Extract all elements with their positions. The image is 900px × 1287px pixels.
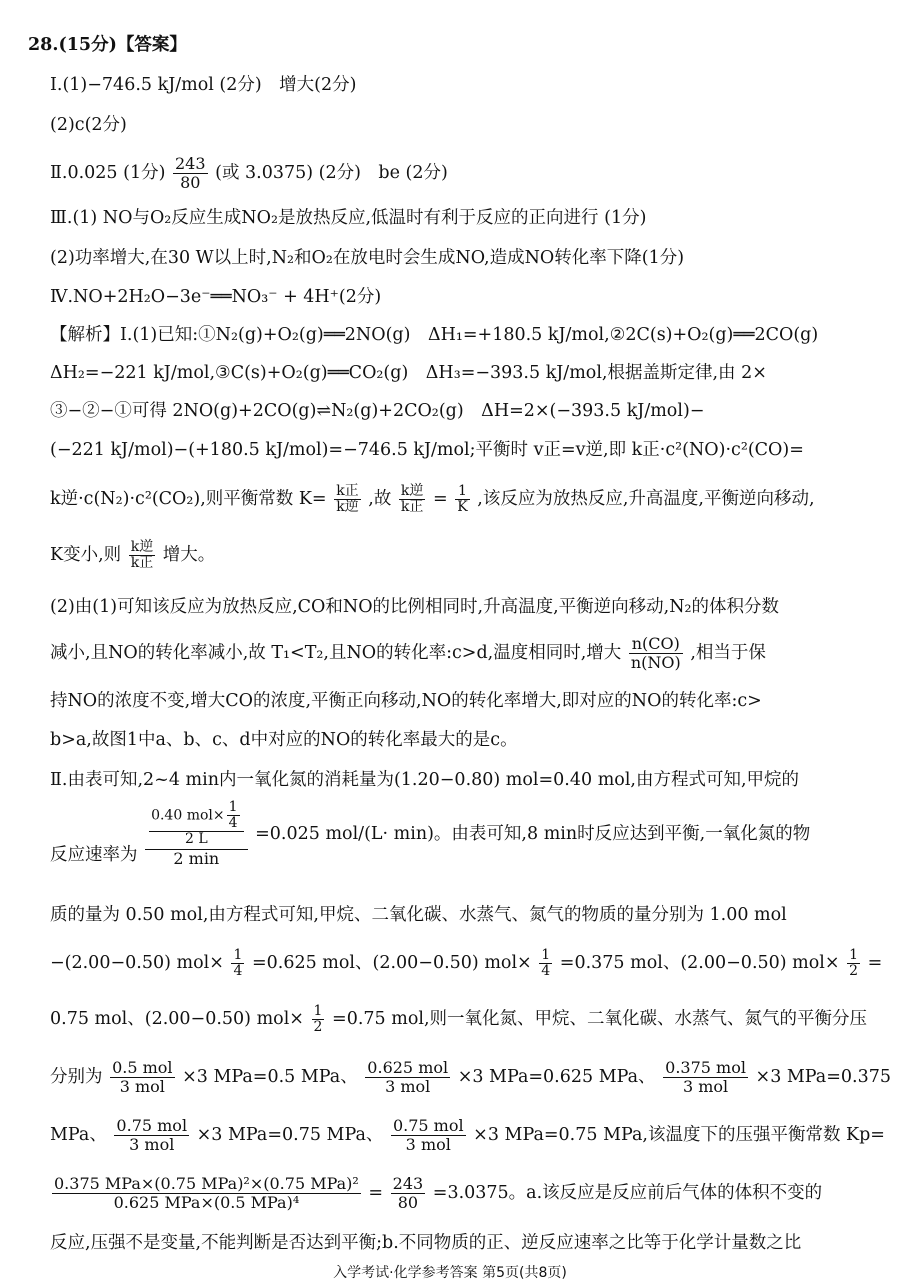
analysis-line: (−221 kJ/mol)−(+180.5 kJ/mol)=−746.5 kJ/mol;平衡时 v正=v逆,即 k正·c²(NO)·c²(CO)= [50, 440, 804, 460]
answer-part-1-2: (2)c(2分) [50, 115, 127, 135]
analysis-line: −(2.00−0.50) mol× $\frac{1}{4}$ =0.625 mol、(2.00−0.50) mol× $\frac{1}{4}$ =0.375 mol、(2.00−0.50) mol× $\frac{1}{2}$ = [50, 947, 883, 979]
analysis-line: 持NO的浓度不变,增大CO的浓度,平衡正向移动,NO的转化率增大,即对应的NO的转化率:c> [50, 691, 762, 711]
answer-part-2: Ⅱ.0.025 (1分) $\frac{243}{80}$ (或 3.0375) (2分) be (2分) [50, 154, 448, 192]
analysis-line: k逆·c(N₂)·c²(CO₂),则平衡常数 K= $\frac{\text{k正}}{\text{k逆}}$ ,故 $\frac{\text{k逆}}{\text{k正}}$ = $\frac{1}{K}$ ,该反应为放热反应,升高温度,平衡逆向移动, [50, 483, 815, 515]
analysis-line: $\frac{\text{0.375 MPa×(0.75 MPa)²×(0.75 MPa)²}}{\text{0.625 MPa×(0.5 MPa)⁴}}$ = $\frac{243}{80}$ =3.0375。a.该反应是反应前后气体的体积不变的 [54, 1174, 823, 1212]
answer-part-3-1: Ⅲ.(1) NO与O₂反应生成NO₂是放热反应,低温时有利于反应的正向进行 (1分) [50, 208, 647, 228]
analysis-line: K变小,则 $\frac{\text{k逆}}{\text{k正}}$ 增大。 [50, 539, 216, 571]
fraction: $\frac{243}{80}$ [175, 154, 206, 192]
analysis-line: 质的量为 0.50 mol,由方程式可知,甲烷、二氧化碳、水蒸气、氮气的物质的量分别为 1.00 mol [50, 905, 787, 925]
answer-part-4: Ⅳ.NO+2H₂O−3e⁻══NO₃⁻ + 4H⁺(2分) [50, 287, 382, 307]
compound-fraction: 0.40 mol× $\frac{1}{4}$ 2 L 2 min [145, 800, 247, 868]
analysis-line: 0.75 mol、(2.00−0.50) mol× $\frac{1}{2}$ =0.75 mol,则一氧化氮、甲烷、二氧化碳、水蒸气、氮气的平衡分压 [50, 1003, 868, 1035]
page-footer: 入学考试·化学参考答案 第5页(共8页) [333, 1265, 567, 1281]
question-header: 28.(15分)【答案】 [28, 35, 187, 55]
analysis-line: 分别为 $\frac{\text{0.5 mol}}{\text{3 mol}}$ ×3 MPa=0.5 MPa、 $\frac{\text{0.625 mol}}{\text{3 mol}}$ ×3 MPa=0.625 MPa、 $\frac{\text{0.375 mol}}{\text{3 mol}}$ ×3 MPa=0.375 [50, 1058, 891, 1096]
analysis-line: 减小,且NO的转化率减小,故 T₁<T₂,且NO的转化率:c>d,温度相同时,增大 $\frac{n(CO)}{n(NO)}$ ,相当于保 [50, 634, 766, 672]
answer-part-1-1: Ⅰ.(1)−746.5 kJ/mol (2分) 增大(2分) [50, 75, 357, 95]
analysis-rate-line: 反应速率为 0.40 mol× $\frac{1}{4}$ 2 L 2 min =0.025 mol/(L· min)。由表可知,8 min时反应达到平衡,一氧化氮的物 [50, 799, 811, 868]
analysis-line: b>a,故图1中a、b、c、d中对应的NO的转化率最大的是c。 [50, 730, 518, 750]
analysis-line: MPa、 $\frac{\text{0.75 mol}}{\text{3 mol}}$ ×3 MPa=0.75 MPa、 $\frac{\text{0.75 mol}}{\text{3 mol}}$ ×3 MPa=0.75 MPa,该温度下的压强平衡常数 Kp= [50, 1116, 885, 1154]
analysis-line: 反应,压强不是变量,不能判断是否达到平衡;b.不同物质的正、逆反应速率之比等于化学计量数之比 [50, 1233, 802, 1253]
analysis-line: (2)由(1)可知该反应为放热反应,CO和NO的比例相同时,升高温度,平衡逆向移动,N₂的体积分数 [50, 597, 780, 617]
answer-part-3-2: (2)功率增大,在30 W以上时,N₂和O₂在放电时会生成NO,造成NO转化率下降(1分) [50, 248, 685, 268]
analysis-line: 【解析】Ⅰ.(1)已知:①N₂(g)+O₂(g)══2NO(g) ΔH₁=+180.5 kJ/mol,②2C(s)+O₂(g)══2CO(g) [50, 325, 819, 345]
analysis-line: ΔH₂=−221 kJ/mol,③C(s)+O₂(g)══CO₂(g) ΔH₃=−393.5 kJ/mol,根据盖斯定律,由 2× [50, 363, 767, 383]
analysis-line: Ⅱ.由表可知,2~4 min内一氧化氮的消耗量为(1.20−0.80) mol=0.40 mol,由方程式可知,甲烷的 [50, 770, 800, 790]
analysis-line: ③−②−①可得 2NO(g)+2CO(g)⇌N₂(g)+2CO₂(g) ΔH=2×(−393.5 kJ/mol)− [50, 401, 705, 421]
